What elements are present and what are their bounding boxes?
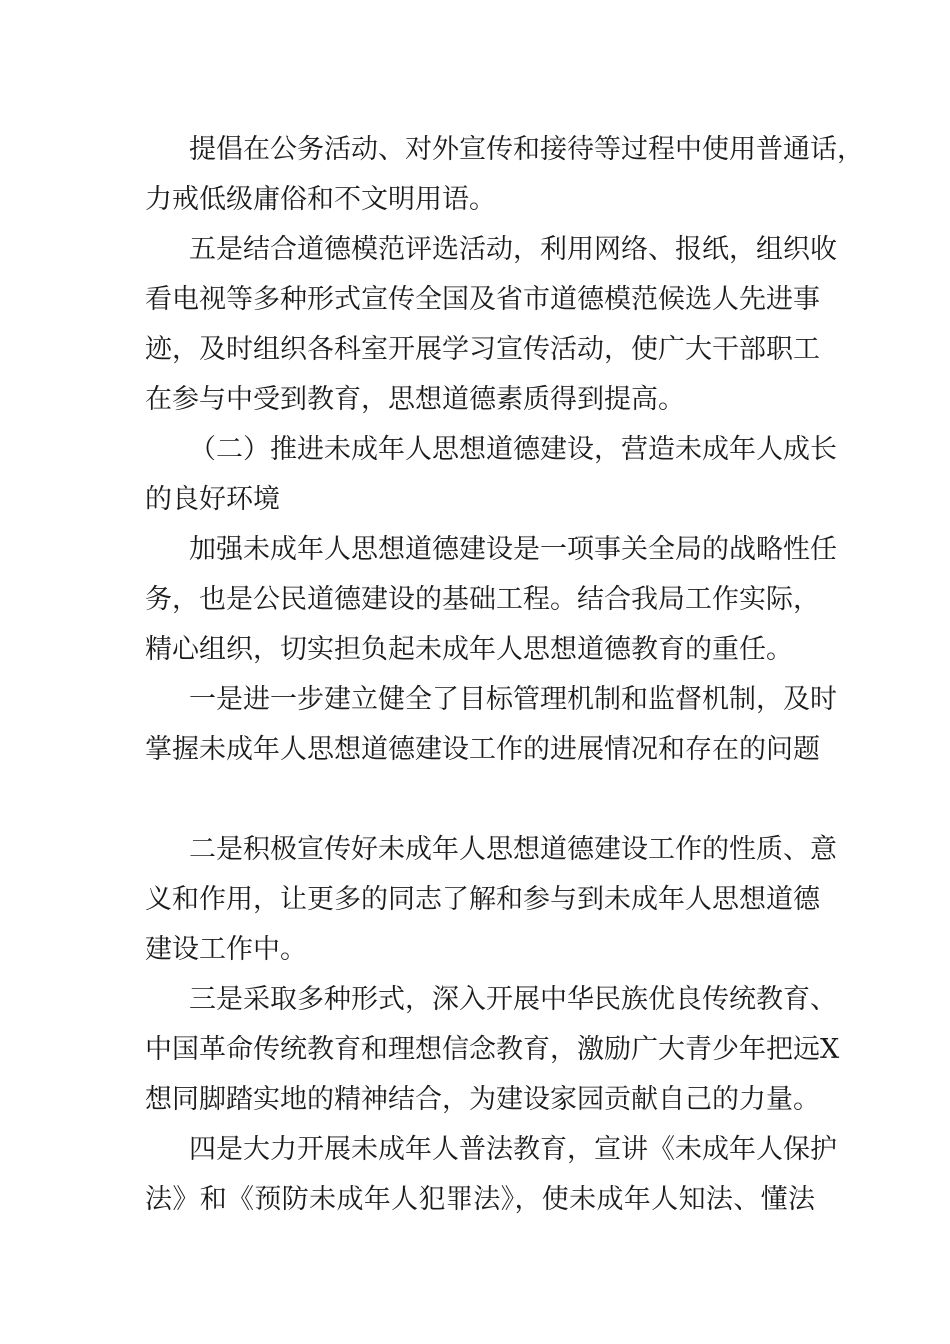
text-line: 加强未成年人思想道德建设是一项事关全局的战略性任 [189, 534, 837, 565]
text-line: 力戒低级庸俗和不文明用语。 [145, 184, 496, 215]
text-line: 掌握未成年人思想道德建设工作的进展情况和存在的问题 [145, 734, 820, 765]
text-line: 建设工作中。 [145, 934, 307, 965]
text-line: 五是结合道德模范评选活动，利用网络、报纸，组织收 [189, 234, 837, 265]
text-line: 一是进一步建立健全了目标管理机制和监督机制，及时 [189, 684, 837, 715]
text-line: 三是采取多种形式，深入开展中华民族优良传统教育、 [189, 984, 837, 1015]
text-line: 提倡在公务活动、对外宣传和接待等过程中使用普通话， [189, 134, 864, 165]
text-line: 法》和《预防未成年人犯罪法》，使未成年人知法、懂法 [145, 1184, 815, 1215]
section-heading: （二）推进未成年人思想道德建设，营造未成年人成长 [189, 434, 837, 465]
text-line: 义和作用，让更多的同志了解和参与到未成年人思想道德 [145, 884, 820, 915]
section-heading: 的良好环境 [145, 484, 280, 515]
text-line: 二是积极宣传好未成年人思想道德建设工作的性质、意 [189, 834, 837, 865]
text-line: 看电视等多种形式宣传全国及省市道德模范候选人先进事 [145, 284, 820, 315]
text-line: 想同脚踏实地的精神结合，为建设家园贡献自己的力量。 [145, 1084, 820, 1115]
text-line: 务，也是公民道德建设的基础工程。结合我局工作实际， [145, 584, 820, 615]
text-line: 中国革命传统教育和理想信念教育，激励广大青少年把远X [145, 1034, 840, 1065]
text-line: 四是大力开展未成年人普法教育，宣讲《未成年人保护 [189, 1134, 837, 1165]
text-line: 迹，及时组织各科室开展学习宣传活动，使广大干部职工 [145, 334, 820, 365]
text-line: 精心组织，切实担负起未成年人思想道德教育的重任。 [145, 634, 793, 665]
text-line: 在参与中受到教育，思想道德素质得到提高。 [145, 384, 685, 415]
